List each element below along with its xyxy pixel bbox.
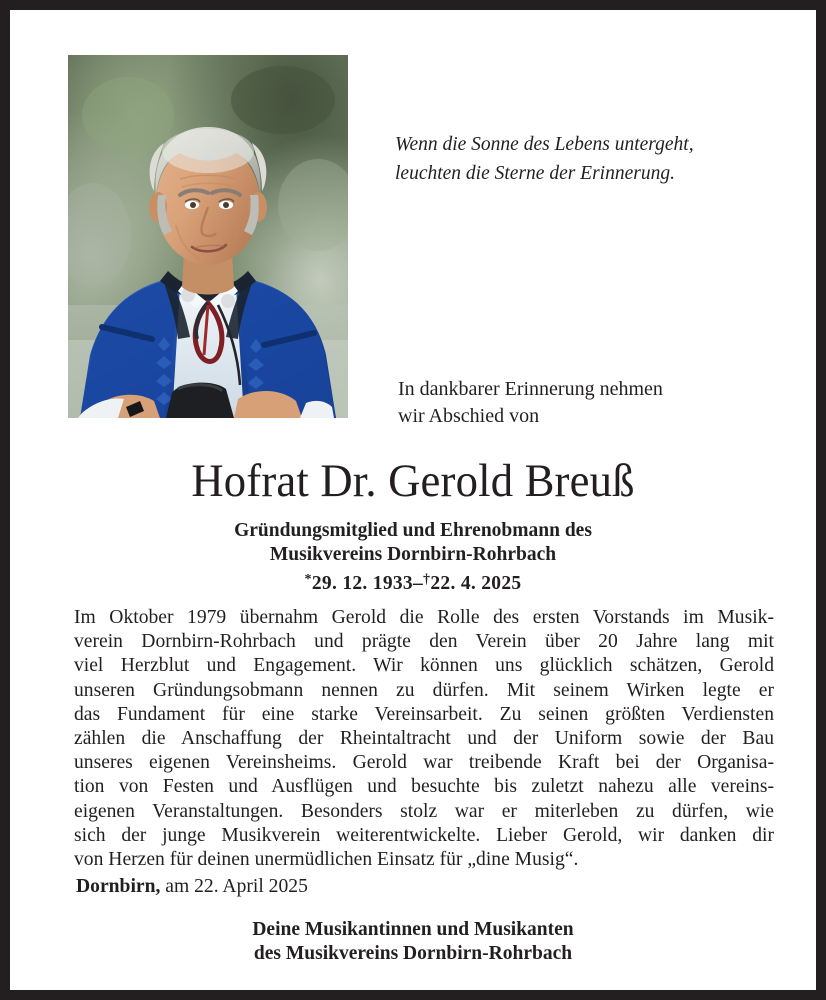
life-dates bbox=[10, 567, 816, 596]
body-line-6: zählen die Anschaffung der Rheintaltracht und der Uniform sowie der Bau bbox=[74, 728, 774, 750]
intro-line-1: In dankbarer Erinnerung nehmen bbox=[398, 378, 663, 400]
obituary-body bbox=[74, 606, 774, 872]
birth-symbol: * bbox=[304, 571, 312, 587]
body-line-7: unseres eigenen Vereinsheims. Gerold war treibende Kraft bei der Organisa- bbox=[74, 752, 774, 774]
quote-line-1: Wenn die Sonne des Lebens untergeht, bbox=[395, 134, 694, 155]
deceased-name: Hofrat Dr. Gerold Breuß bbox=[191, 455, 635, 507]
death-symbol: † bbox=[423, 571, 431, 587]
role-line-2: Musikvereins Dornbirn-Rohrbach bbox=[269, 543, 557, 565]
place-name: Dornbirn, bbox=[76, 876, 161, 897]
body-line-5: das Fundament für eine starke Vereinsarbeit. Zu seinen größten Verdiensten bbox=[74, 703, 774, 725]
body-line-1: Im Oktober 1979 übernahm Gerold die Rolle des ersten Vorstands im Musik- bbox=[74, 607, 774, 628]
body-line-9: eigenen Veranstaltungen. Besonders stolz war er miterleben zu dürfen, wie bbox=[74, 800, 774, 822]
intro-text bbox=[398, 376, 778, 430]
signature-block bbox=[10, 918, 816, 966]
notice-date: am 22. April 2025 bbox=[160, 876, 308, 897]
body-line-3: viel Herzblut und Engagement. Wir können uns glücklich schätzen, Gerold bbox=[74, 655, 774, 677]
signature-line-1: Deine Musikantinnen und Musikanten bbox=[252, 919, 574, 940]
notice-inner bbox=[10, 10, 816, 990]
body-line-10: sich der junge Musikverein weiterentwickelte. Lieber Gerold, wir danken dir bbox=[74, 824, 774, 846]
deceased-roles bbox=[10, 519, 816, 566]
date-separator: – bbox=[412, 572, 424, 594]
quote-line-2: leuchten die Sterne der Erinnerung. bbox=[395, 163, 675, 184]
memorial-quote bbox=[395, 130, 765, 188]
body-line-2: verein Dornbirn-Rohrbach und prägte den Verein über 20 Jahre lang mit bbox=[74, 631, 774, 653]
death-date: 22. 4. 2025 bbox=[430, 572, 522, 594]
body-line-4: unseren Gründungsobmann nennen zu dürfen. Mit seinem Wirken legte er bbox=[74, 679, 774, 701]
role-line-1: Gründungsmitglied und Ehrenobmann des bbox=[234, 520, 592, 541]
birth-date: 29. 12. 1933 bbox=[311, 572, 413, 594]
body-line-11: von Herzen für deinen unermüdlichen Einsatz für „dine Musig“. bbox=[74, 849, 579, 871]
portrait-illustration bbox=[68, 55, 348, 418]
signature-line-2: des Musikvereins Dornbirn-Rohrbach bbox=[253, 943, 573, 964]
place-and-date bbox=[76, 875, 308, 899]
body-line-8: tion von Festen und Ausflügen und besuchte bis zuletzt nahezu alle vereins- bbox=[74, 776, 774, 798]
portrait-photo bbox=[68, 55, 348, 418]
intro-line-2: wir Abschied von bbox=[398, 405, 540, 427]
